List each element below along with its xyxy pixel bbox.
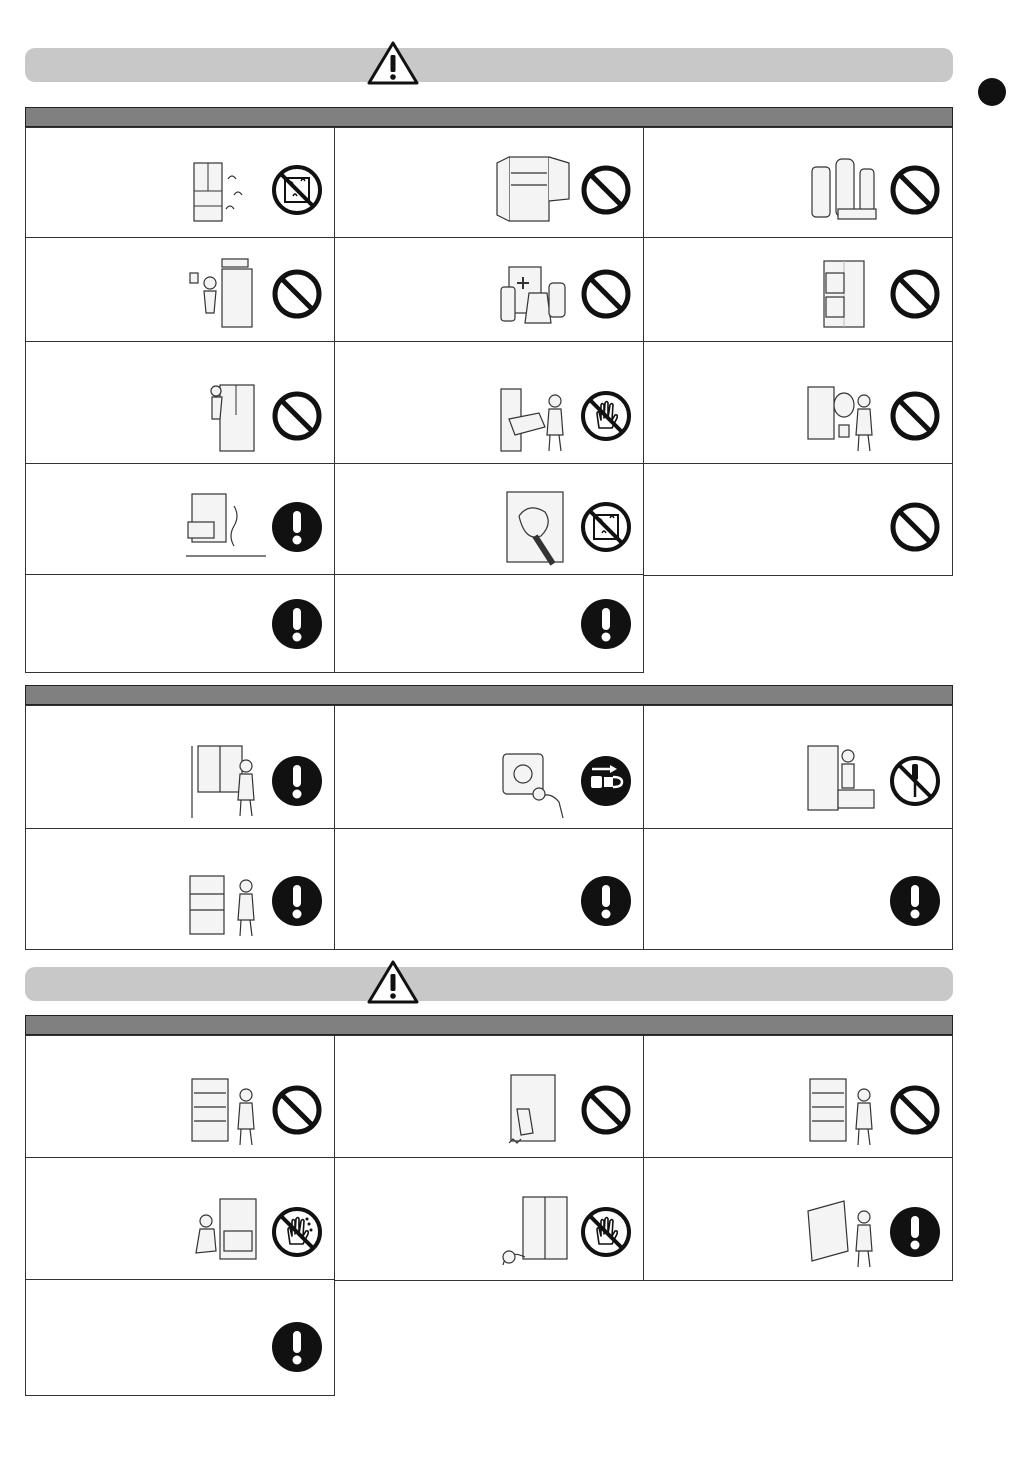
- safety-item: [25, 341, 335, 465]
- safety-item: [25, 574, 335, 673]
- safety-item: [643, 705, 953, 830]
- person-at-freezer-illustration: [495, 375, 575, 459]
- water-from-tank-illustration: [186, 486, 266, 570]
- safety-item: [643, 127, 953, 239]
- no-wet-hands-icon: [271, 1206, 323, 1258]
- wet-cloth-wipe-illustration: [495, 486, 575, 570]
- child-climbing-illustration: [186, 375, 266, 459]
- prohibited-icon: [271, 390, 323, 442]
- safety-item: [334, 574, 644, 673]
- item-grid: [25, 705, 953, 950]
- safety-item: [643, 341, 953, 465]
- safety-item: [643, 237, 953, 343]
- bullet-icon: [978, 78, 1006, 106]
- outlet-plug-illustration: [495, 740, 575, 824]
- plant-near-fridge-illustration: [804, 375, 884, 459]
- do-not-touch-icon: [580, 1206, 632, 1258]
- child-hanging-door-illustration: [186, 253, 266, 337]
- section-header: [25, 1015, 953, 1035]
- mandatory-icon: [889, 875, 941, 927]
- flammable-sprays-illustration: [804, 149, 884, 233]
- safety-item: [25, 1035, 335, 1159]
- prohibited-icon: [271, 268, 323, 320]
- no-disassembly-icon: [889, 755, 941, 807]
- warning-section-1: [25, 107, 953, 676]
- prohibited-icon: [889, 390, 941, 442]
- prohibited-icon: [889, 164, 941, 216]
- repair-with-tools-illustration: [804, 740, 884, 824]
- safety-item: [25, 705, 335, 830]
- safety-item: [334, 1035, 644, 1159]
- prohibited-icon: [889, 1084, 941, 1136]
- safety-item: [643, 1035, 953, 1159]
- safety-item: [334, 237, 644, 343]
- section-header: [25, 685, 953, 705]
- person-moving-fridge-illustration: [804, 1191, 884, 1275]
- safety-item: [334, 828, 644, 950]
- warning-triangle-icon: [366, 40, 420, 86]
- prohibited-icon: [889, 268, 941, 320]
- shelf-unit-illustration: [804, 253, 884, 337]
- mandatory-icon: [580, 598, 632, 650]
- woman-at-doors-illustration: [804, 1069, 884, 1153]
- medicine-bottles-illustration: [495, 253, 575, 337]
- safety-item: [334, 705, 644, 830]
- refrigerator-water-splash-illustration: [186, 149, 266, 233]
- safety-item: [334, 1157, 644, 1281]
- no-water-icon: [271, 164, 323, 216]
- safety-item: [25, 1157, 335, 1281]
- prohibited-icon: [580, 268, 632, 320]
- safety-item: [643, 828, 953, 950]
- hand-under-fridge-illustration: [495, 1191, 575, 1275]
- unplug-icon: [580, 755, 632, 807]
- safety-item: [25, 127, 335, 239]
- mandatory-icon: [580, 875, 632, 927]
- warning-section-2: [25, 685, 953, 950]
- safety-item: [25, 1279, 335, 1396]
- prohibited-icon: [889, 501, 941, 553]
- item-grid: [25, 1035, 953, 1397]
- prohibited-icon: [580, 164, 632, 216]
- mandatory-icon: [271, 1321, 323, 1373]
- woman-at-fridge-illustration: [186, 1069, 266, 1153]
- bottle-falling-illustration: [495, 1069, 575, 1153]
- prohibited-icon: [580, 1084, 632, 1136]
- person-at-fridge-illustration: [186, 860, 266, 944]
- safety-item: [643, 463, 953, 576]
- safety-item: [334, 341, 644, 465]
- mandatory-icon: [271, 875, 323, 927]
- section-header: [25, 107, 953, 127]
- safety-item: [334, 463, 644, 576]
- prohibited-icon: [271, 1084, 323, 1136]
- safety-item: [643, 1157, 953, 1281]
- kneeling-at-drawer-illustration: [186, 1191, 266, 1275]
- safety-item: [25, 237, 335, 343]
- mandatory-icon: [271, 501, 323, 553]
- warning-banner: [25, 48, 953, 82]
- mandatory-icon: [271, 755, 323, 807]
- no-water-icon: [580, 501, 632, 553]
- item-grid: [25, 127, 953, 676]
- warning-triangle-icon: [366, 959, 420, 1005]
- safety-item: [25, 828, 335, 950]
- safety-item: [25, 463, 335, 576]
- mandatory-icon: [271, 598, 323, 650]
- person-at-window-illustration: [186, 740, 266, 824]
- do-not-touch-icon: [580, 390, 632, 442]
- open-refrigerator-illustration: [495, 149, 575, 233]
- safety-item: [334, 127, 644, 239]
- caution-section: [25, 1015, 953, 1397]
- mandatory-icon: [889, 1206, 941, 1258]
- caution-banner: [25, 967, 953, 1001]
